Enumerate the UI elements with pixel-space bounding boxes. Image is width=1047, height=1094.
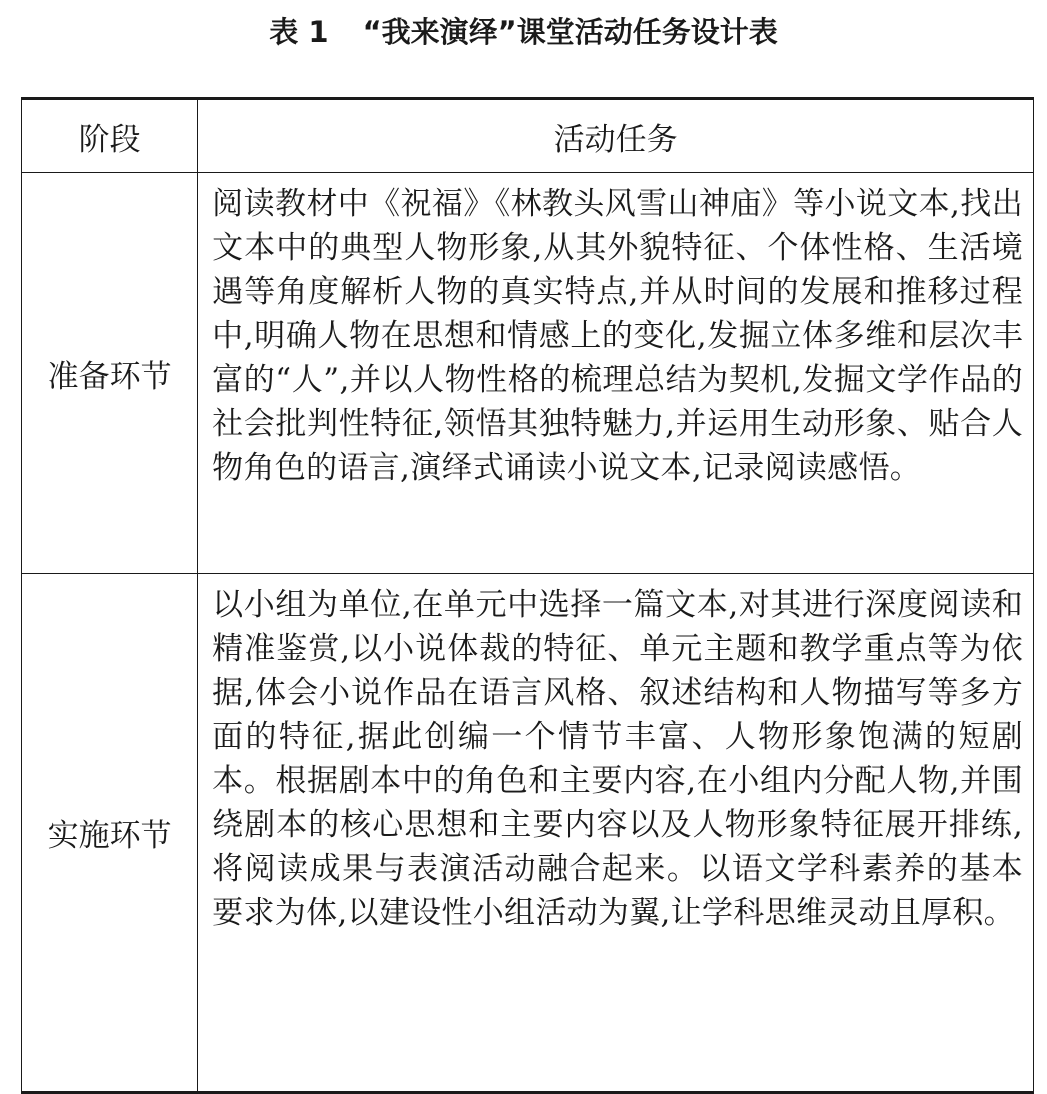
- table-row: [22, 173, 1034, 574]
- table-caption: [0, 12, 1047, 52]
- activity-task-table: [21, 97, 1034, 1094]
- header-task: 活动任务: [198, 99, 1034, 173]
- stage-cell-implementation: 实施环节: [22, 574, 198, 1093]
- header-stage: 阶段: [22, 99, 198, 173]
- table-title: “我来演绎”课堂活动任务设计表: [362, 15, 778, 49]
- table-row: [22, 574, 1034, 1093]
- task-cell-preparation: 阅读教材中《祝福》《林教头风雪山神庙》等小说文本,找出文本中的典型人物形象,从其外貌特征、个体性格、生活境遇等角度解析人物的真实特点,并从时间的发展和推移过程中,明确人物在思想和情感上的变化,发掘立体多维和层次丰富的“人”,并以人物性格的梳理总结为契机,发掘文学作品的社会批判性特征,领悟其独特魅力,并运用生动形象、贴合人物角色的语言,演绎式诵读小说文本,记录阅读感悟。: [198, 173, 1034, 574]
- table-header-row: [22, 99, 1034, 173]
- task-cell-implementation: 以小组为单位,在单元中选择一篇文本,对其进行深度阅读和精准鉴赏,以小说体裁的特征、单元主题和教学重点等为依据,体会小说作品在语言风格、叙述结构和人物描写等多方面的特征,据此创编一个情节丰富、人物形象饱满的短剧本。根据剧本中的角色和主要内容,在小组内分配人物,并围绕剧本的核心思想和主要内容以及人物形象特征展开排练,将阅读成果与表演活动融合起来。以语文学科素养的基本要求为体,以建设性小组活动为翼,让学科思维灵动且厚积。: [198, 574, 1034, 1093]
- stage-cell-preparation: 准备环节: [22, 173, 198, 574]
- table-number: 表 1: [269, 15, 329, 49]
